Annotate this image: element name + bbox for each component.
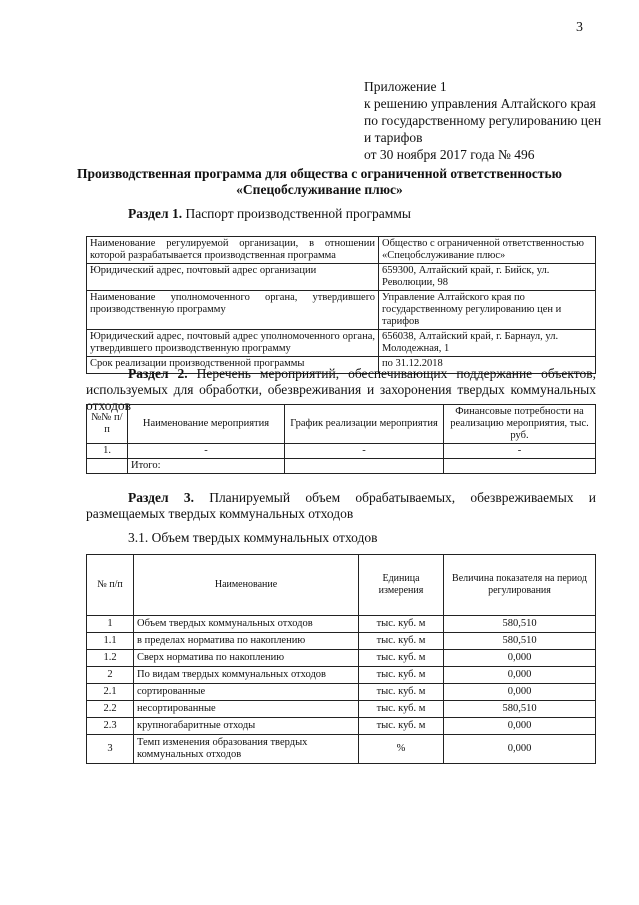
cell-num: 1 — [87, 616, 134, 633]
appendix-line: Приложение 1 — [364, 79, 447, 94]
col-header-finance: Финансовые потребности на реализацию мероприятия, тыс. руб. — [444, 405, 596, 444]
total-label: Итого: — [128, 459, 285, 474]
passport-value: по 31.12.2018 — [379, 357, 596, 374]
cell-value: 580,510 — [444, 701, 596, 718]
table-total-row — [87, 459, 596, 474]
appendix-line: по государственному регулированию цен — [364, 113, 602, 128]
cell-name: Темп изменения образования твердых коммунальных отходов — [134, 735, 359, 764]
col-header-value: Величина показателя на период регулирования — [444, 555, 596, 616]
cell-unit: тыс. куб. м — [359, 667, 444, 684]
section3-heading — [86, 490, 596, 522]
cell-value: 0,000 — [444, 650, 596, 667]
section3-label: Раздел 3. — [128, 490, 194, 505]
table-row — [87, 701, 596, 718]
passport-value: 656038, Алтайский край, г. Барнаул, ул. Молодежная, 1 — [379, 330, 596, 357]
cell-name: в пределах норматива по накоплению — [134, 633, 359, 650]
table-row — [87, 667, 596, 684]
table-row — [87, 650, 596, 667]
table-row — [87, 330, 596, 357]
title-line-1: Производственная программа для общества с ограниченной ответственностью — [77, 166, 562, 181]
col-header-num: №№ п/п — [87, 405, 128, 444]
table-row — [87, 237, 596, 264]
table-row — [87, 684, 596, 701]
col-header-num: № п/п — [87, 555, 134, 616]
cell-name: Сверх норматива по накоплению — [134, 650, 359, 667]
table-row — [87, 444, 596, 459]
cell-empty — [285, 459, 444, 474]
passport-value: Управление Алтайского края по государственному регулированию цен и тарифов — [379, 291, 596, 330]
measures-table — [86, 404, 596, 474]
page-number: 3 — [576, 20, 583, 35]
cell-num: 2.3 — [87, 718, 134, 735]
appendix-line: от 30 ноября 2017 года № 496 — [364, 147, 535, 162]
passport-value: 659300, Алтайский край, г. Бийск, ул. Революции, 98 — [379, 264, 596, 291]
appendix-line: и тарифов — [364, 130, 423, 145]
cell-value: 0,000 — [444, 684, 596, 701]
col-header-unit: Единица измерения — [359, 555, 444, 616]
appendix-block — [364, 78, 601, 163]
table-header-row — [87, 555, 596, 616]
col-header-name: Наименование — [134, 555, 359, 616]
cell-unit: % — [359, 735, 444, 764]
cell-unit: тыс. куб. м — [359, 633, 444, 650]
cell-empty — [87, 459, 128, 474]
cell-unit: тыс. куб. м — [359, 684, 444, 701]
cell-unit: тыс. куб. м — [359, 650, 444, 667]
cell-name: По видам твердых коммунальных отходов — [134, 667, 359, 684]
section2-text: Перечень мероприятий, обеспечивающих поддержание объектов, используемых для обработки, обезвреживания и захоронения твердых коммунальных отходов — [86, 366, 596, 413]
col-header-name: Наименование мероприятия — [128, 405, 285, 444]
cell-finance: - — [444, 444, 596, 459]
cell-num: 2 — [87, 667, 134, 684]
passport-label: Юридический адрес, почтовый адрес уполномоченного органа, утвердившего производственную программу — [87, 330, 379, 357]
passport-table — [86, 236, 596, 374]
cell-value: 0,000 — [444, 667, 596, 684]
cell-unit: тыс. куб. м — [359, 718, 444, 735]
volumes-table — [86, 554, 596, 764]
cell-unit: тыс. куб. м — [359, 616, 444, 633]
cell-name: Объем твердых коммунальных отходов — [134, 616, 359, 633]
table-row — [87, 718, 596, 735]
cell-num: 3 — [87, 735, 134, 764]
section3-subheading: 3.1. Объем твердых коммунальных отходов — [128, 530, 378, 545]
table-row — [87, 735, 596, 764]
table-header-row — [87, 405, 596, 444]
cell-empty — [444, 459, 596, 474]
table-row — [87, 291, 596, 330]
section2-label: Раздел 2. — [128, 366, 188, 381]
cell-name: крупногабаритные отходы — [134, 718, 359, 735]
passport-label: Наименование уполномоченного органа, утвердившего производственную программу — [87, 291, 379, 330]
cell-num: 2.2 — [87, 701, 134, 718]
passport-label: Юридический адрес, почтовый адрес организации — [87, 264, 379, 291]
section1-text: Паспорт производственной программы — [182, 206, 411, 221]
cell-value: 580,510 — [444, 616, 596, 633]
title-line-2: «Спецобслуживание плюс» — [236, 182, 403, 197]
passport-label: Срок реализации производственной программы — [87, 357, 379, 374]
cell-value: 580,510 — [444, 633, 596, 650]
table-row — [87, 264, 596, 291]
passport-label: Наименование регулируемой организации, в отношении которой разрабатывается производственная программа — [87, 237, 379, 264]
col-header-schedule: График реализации мероприятия — [285, 405, 444, 444]
section1-heading — [128, 206, 411, 222]
cell-name: - — [128, 444, 285, 459]
cell-value: 0,000 — [444, 718, 596, 735]
cell-num: 1.2 — [87, 650, 134, 667]
cell-name: сортированные — [134, 684, 359, 701]
section1-label: Раздел 1. — [128, 206, 183, 221]
section3-text: Планируемый объем обрабатываемых, обезвреживаемых и размещаемых твердых коммунальных отходов — [86, 490, 597, 521]
cell-num: 1. — [87, 444, 128, 459]
passport-value: Общество с ограниченной ответственностью «Спецобслуживание плюс» — [379, 237, 596, 264]
table-row — [87, 633, 596, 650]
cell-value: 0,000 — [444, 735, 596, 764]
document-title — [0, 166, 639, 198]
cell-name: несортированные — [134, 701, 359, 718]
cell-schedule: - — [285, 444, 444, 459]
table-row — [87, 616, 596, 633]
appendix-line: к решению управления Алтайского края — [364, 96, 596, 111]
cell-num: 1.1 — [87, 633, 134, 650]
cell-num: 2.1 — [87, 684, 134, 701]
cell-unit: тыс. куб. м — [359, 701, 444, 718]
